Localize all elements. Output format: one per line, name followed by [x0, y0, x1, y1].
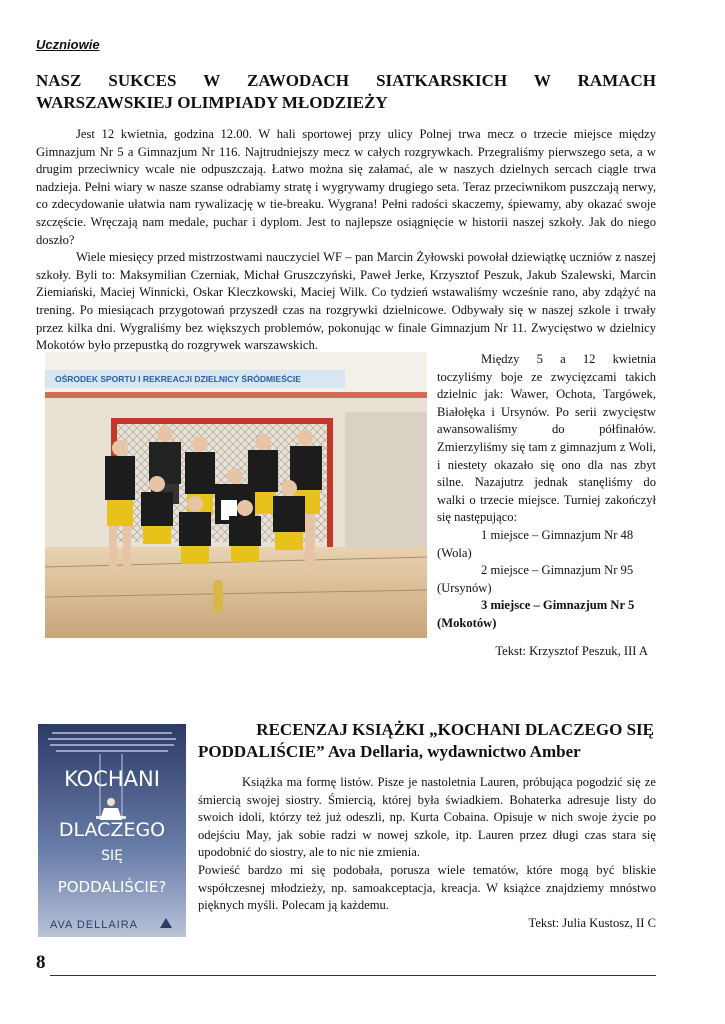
- result-2: 2 miejsce – Gimnazjum Nr 95 (Ursynów): [437, 563, 634, 595]
- cover-title-line-2: DLACZEGO: [58, 819, 166, 841]
- result-1: 1 miejsce – Gimnazjum Nr 48 (Wola): [437, 527, 634, 560]
- article-body: [36, 126, 656, 355]
- cover-author: AVA DELLAIRA: [50, 919, 139, 931]
- result-3: 3 miejsce – Gimnazjum Nr 5 (Mokotów): [437, 598, 635, 630]
- review-author: Tekst: Julia Kustosz, II C: [528, 915, 656, 930]
- cover-title-line-4: PODDALIŚCIE?: [57, 878, 167, 896]
- review-title: [198, 719, 658, 763]
- book-cover-image: [38, 724, 186, 937]
- footer-divider: [50, 975, 656, 976]
- cover-title-line-3: SIĘ: [101, 848, 123, 864]
- section-label: Uczniowie: [36, 37, 100, 52]
- review-title-line-2: PODDALIŚCIE” Ava Dellaria, wydawnictwo Amber: [198, 742, 581, 761]
- review-body: [198, 774, 656, 932]
- review-title-line-1: RECENZAJ KSIĄŻKI „KOCHANI DLACZEGO SIĘ: [256, 720, 654, 739]
- article-side-column: [437, 351, 656, 660]
- photo-banner-text: OŚRODEK SPORTU I REKREACJI DZIELNICY ŚRÓDMIEŚCIE: [55, 374, 301, 384]
- article-author: Tekst: Krzysztof Peszuk, III A: [495, 643, 648, 658]
- cover-title-line-1: KOCHANI: [64, 767, 160, 791]
- team-photo: [45, 352, 427, 638]
- review-paragraph-1: Książka ma formę listów. Pisze je nastoletnia Lauren, próbująca pogodzić się ze śmiercią swojej siostry. Śmiercią, której była świadkiem. Bohaterka adresuje listy do swoich idoli, którzy też już odeszli, np. Kurta Cobaina. Opisuje w nich swoje życie po odejściu May, jak sobie radzi w nowej szkole, itp. Lauren przez długi czas stara się upodobnić do siostry, ale to nic nie zmienia.: [198, 775, 656, 860]
- page-number: 8: [36, 952, 46, 973]
- article-paragraph-2: Wiele miesięcy przed mistrzostwami nauczyciel WF – pan Marcin Żyłowski powołał dziewiątkę uczniów z naszej szkoły. Byli to: Maksymilian Czerniak, Michał Gruszczyński, Paweł Jerke, Krzysztof Peszuk, Jakub Szalewski, Marcin Ziemiański, Maciej Winnicki, Oskar Kleczkowski, Maciej Wilk. Co tydzień wstawaliśmy wcześnie rano, aby zdążyć na trening. Po miesiącach przygotowań przyszedł czas na rozgrywki dzielnicowe. Odbywały się w naszej szkole i trwały przez kilka dni. Wygraliśmy bez większych problemów, pokonując w finale Gimnazjum Nr 11. Zwycięstwo w dzielnicy Mokotów było przepustką do rozgrywek warszawskich.: [36, 250, 656, 353]
- article-title: NASZ SUKCES W ZAWODACH SIATKARSKICH W RAMACH WARSZAWSKIEJ OLIMPIADY MŁODZIEŻY: [36, 71, 656, 112]
- article-paragraph-3: Między 5 a 12 kwietnia toczyliśmy boje ze zwycięzcami takich dzielnic jak: Wawer, Ochota, Targówek, Białołęka i Ursynów. Po serii zwycięstw awansowaliśmy do półfinałów. Zmierzyliśmy się tam z gimnazjum z Woli, i niestety okazało się ono dla nas zbyt silne. Nazajutrz jednak stanęliśmy do walki o trzecie miejsce. Turniej zakończył się następująco:: [437, 352, 656, 525]
- article-paragraph-1: Jest 12 kwietnia, godzina 12.00. W hali sportowej przy ulicy Polnej trwa mecz o trzecie miejsce między Gimnazjum Nr 5 a Gimnazjum Nr 116. Najtrudniejszy mecz w całych rozgrywkach. Przegraliśmy pierwszego seta, a w drugim przeciwnicy wcale nie odpuszczają. Łatwo można się załamać, ale w naszych dzielnych sercach ciągle trwa nadzieja. Pełni wiary w nasze szanse odrabiamy stratę i wygrywamy drugiego seta. Teraz przeciwnikom puszczają nerwy, co zdecydowanie ułatwia nam rywalizację w tie-breaku. Wygrana! Pełni radości skaczemy, śpiewamy, aby okazać swoje szczęście. Wręczają nam medale, puchar i dyplom. Jest to najlepsze osiągnięcie w historii naszej szkoły. Jak do niego doszło?: [36, 127, 656, 247]
- review-paragraph-2: Powieść bardzo mi się podobała, porusza wiele tematów, które mogą być bliskie współczesnej młodzieży, np. samoakceptacja, kreacja. W książce znajdziemy mnóstwo pięknych myśli. Polecam ją każdemu.: [198, 862, 656, 913]
- team-photo-image: [45, 352, 427, 638]
- book-cover: [38, 724, 186, 937]
